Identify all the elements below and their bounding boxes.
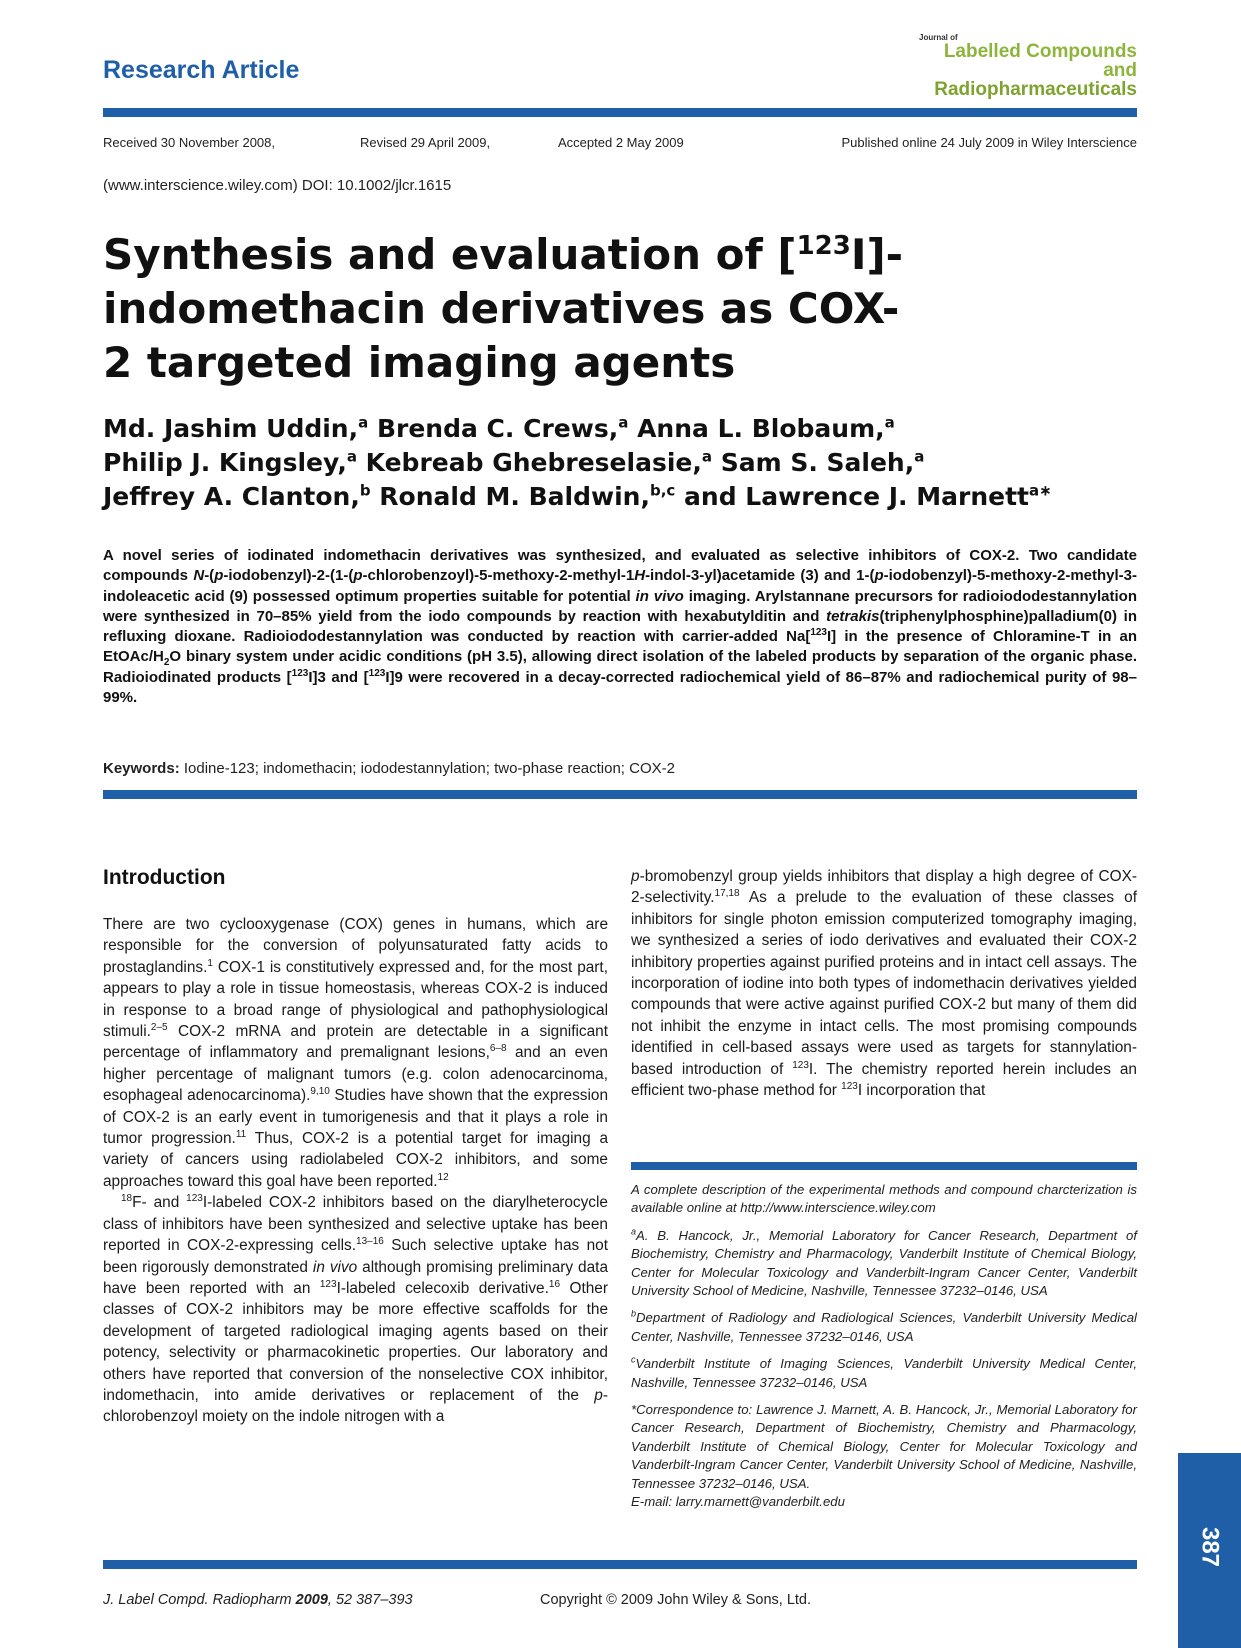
journal-logo-line1: Journal of (919, 33, 958, 42)
page-number: 387 (1196, 1526, 1224, 1568)
section-heading-introduction: Introduction (103, 866, 226, 889)
body-column-left (103, 914, 608, 1428)
author: Md. Jashim Uddin,$^a$ (103, 413, 369, 443)
footnote-affiliation-a: $^a$A. B. Hancock, Jr., Memorial Laboratory for Cancer Research, Department of Biochemistry, Chemistry and Pharmacology, Vanderbilt Institute of Chemical Biology, Center for Molecular Toxicology and Vanderbilt-Ingram Cancer Center, Vanderbilt University School of Medicine, Nashville, Tennessee 37232–0146, USA (631, 1226, 1137, 1299)
keywords-text: Iodine-123; indomethacin; iododestannylation; two-phase reaction; COX-2 (179, 760, 675, 777)
journal-logo (905, 34, 1137, 99)
paragraph: There are two cyclooxygenase (COX) genes in humans, which are responsible for the conversion of polyunsaturated fatty acids to prostaglandins.$^1$ COX-1 is constitutively expressed and, for the most part, appears to play a role in tissue homeostasis, whereas COX-2 is induced in response to a broad range of physiological and pathophysiological stimuli.$^{2-5}$ COX-2 mRNA and protein are detectable in a significant percentage of inflammatory and premalignant lesions,$^{6-8}$ and an even higher percentage of malignant tumors (e.g. colon adenocarcinoma, esophageal adenocarcinoma).$^{9,10}$ Studies have shown that the expression of COX-2 is an early event in tumorigenesis and that it plays a role in tumor progression.$^{11}$ Thus, COX-2 is a potential target for imaging a variety of cancers using radiolabeled COX-2 inhibitors, and some approaches toward this goal have been reported.$^{12}$ (103, 916, 609, 1190)
author: Ronald M. Baldwin,$^{b,c}$ (379, 481, 676, 511)
paragraph: $^{18}$F- and $^{123}$I-labeled COX-2 inhibitors based on the diarylheterocycle class of inhibitors have been synthesized and selective uptake has been reported in COX-2-expressing cells.$^{13-16}$ Such selective uptake has not been rigorously demonstrated in vivo although promising preliminary data have been reported with an $^{123}$I-labeled celecoxib derivative.$^{16}$ Other classes of COX-2 inhibitors may be more effective scaffolds for the development of targeted radiological imaging agents based on their potency, selectivity or pharmacokinetic properties. Our laboratory and others have reported that conversion of the nonselective COX inhibitor, indomethacin, into amide derivatives or replacement of the p-chlorobenzoyl moiety on the indole nitrogen with a (103, 1193, 608, 1426)
footnote-affiliation-b: $^b$Department of Radiology and Radiological Sciences, Vanderbilt University Medical Center, Nashville, Tennessee 37232–0146, USA (631, 1309, 1137, 1344)
correspondence-email: E-mail: larry.marnett@vanderbilt.edu (631, 1494, 845, 1510)
article-title: Synthesis and evaluation of [$^{123}$I]-indomethacin derivatives as COX-2 targeted imaging agents (103, 230, 904, 387)
footer-rule (103, 1560, 1137, 1569)
date-received: Received 30 November 2008, (103, 135, 275, 150)
body-column-right (631, 866, 1137, 1101)
journal-logo-line2: Labelled Compounds and (943, 41, 1137, 81)
date-revised: Revised 29 April 2009, (360, 135, 491, 150)
date-published: Published online 24 July 2009 in Wiley Interscience (841, 135, 1137, 150)
paragraph: p-bromobenzyl group yields inhibitors that display a high degree of COX-2-selectivity.$^{17,18}$ As a prelude to the evaluation of these classes of inhibitors for single photon emission computerized tomography imaging, we synthesized a series of iodo derivatives and evaluated their COX-2 inhibitory properties against purified proteins and in intact cell assays. The incorporation of iodine into both types of indomethacin derivatives yielded compounds that were active against purified COX-2 but many of them did not inhibit the enzyme in intact cells. The most promising compounds identified in cell-based assays were used as targets for stannylation-based introduction of $^{123}$I. The chemistry reported herein includes an efficient two-phase method for $^{123}$I incorporation that (631, 868, 1137, 1100)
author: and Lawrence J. Marnett$^{a∗}$ (684, 481, 1052, 511)
footnote-rule (631, 1162, 1137, 1170)
author: Anna L. Blobaum,$^a$ (637, 413, 895, 443)
footer-copyright: Copyright © 2009 John Wiley & Sons, Ltd. (540, 1592, 812, 1608)
author: Kebreab Ghebreselasie,$^a$ (365, 447, 712, 477)
doi: (www.interscience.wiley.com) DOI: 10.1002/jlcr.1615 (103, 177, 452, 194)
footnote-correspondence: *Correspondence to: Lawrence J. Marnett, A. B. Hancock, Jr., Memorial Laboratory for Cancer Research, Department of Biochemistry, Chemistry and Pharmacology, Vanderbilt Institute of Chemical Biology, Center for Molecular Toxicology and Vanderbilt-Ingram Cancer Center, Vanderbilt University School of Medicine, Nashville, Tennessee 37232–0146, USA. E-mail: larry.marnett@vanderbilt.edu (631, 1402, 1137, 1510)
header-rule (103, 108, 1137, 117)
keywords-label: Keywords: (103, 760, 180, 777)
author: Jeffrey A. Clanton,$^b$ (103, 481, 371, 511)
date-accepted: Accepted 2 May 2009 (558, 135, 684, 150)
section-label: Research Article (103, 56, 300, 84)
footnotes (631, 1181, 1137, 1512)
author: Sam S. Saleh,$^a$ (720, 447, 925, 477)
keywords (103, 760, 675, 777)
abstract: A novel series of iodinated indomethacin derivatives was synthesized, and evaluated as selective inhibitors of COX-2. Two candidate compounds N-(p-iodobenzyl)-2-(1-(p-chlorobenzoyl)-5-methoxy-2-methyl-1H-indol-3-yl)acetamide (3) and 1-(p-iodobenzyl)-5-methoxy-2-methyl-3-indoleacetic acid (9) possessed optimum properties suitable for potential in vivo imaging. Arylstannane precursors for radioiododestannylation were synthesized in 70–85% yield from the iodo compounds by reaction with hexabutylditin and tetrakis(triphenylphosphine)palladium(0) in refluxing dioxane. Radioiododestannylation was conducted by reaction with carrier-added Na[$^{123}$I] in the presence of Chloramine-T in an EtOAc/$H_2O$ binary system under acidic conditions (pH 3.5), allowing direct isolation of the labeled products by separation of the organic phase. Radioiodinated products [$^{123}$I]3 and [$^{123}$I]9 were recovered in a decay-corrected radiochemical yield of 86–87% and radiochemical purity of 98–99%. (103, 547, 1138, 707)
abstract-rule (103, 790, 1137, 799)
journal-logo-line3: Radiopharmaceuticals (934, 79, 1137, 100)
author-list (103, 412, 1137, 514)
author: Brenda C. Crews,$^a$ (376, 413, 629, 443)
footer-citation: J. Label Compd. Radiopharm 2009, 52 387–393 (103, 1592, 413, 1608)
footnote-affiliation-c: $^c$Vanderbilt Institute of Imaging Sciences, Vanderbilt University Medical Center, Nashville, Tennessee 37232–0146, USA (631, 1354, 1137, 1390)
footnote-supporting-info: A complete description of the experimental methods and compound charcterization is available online at http://www.interscience.wiley.com (631, 1182, 1137, 1216)
author: Philip J. Kingsley,$^a$ (103, 447, 357, 477)
